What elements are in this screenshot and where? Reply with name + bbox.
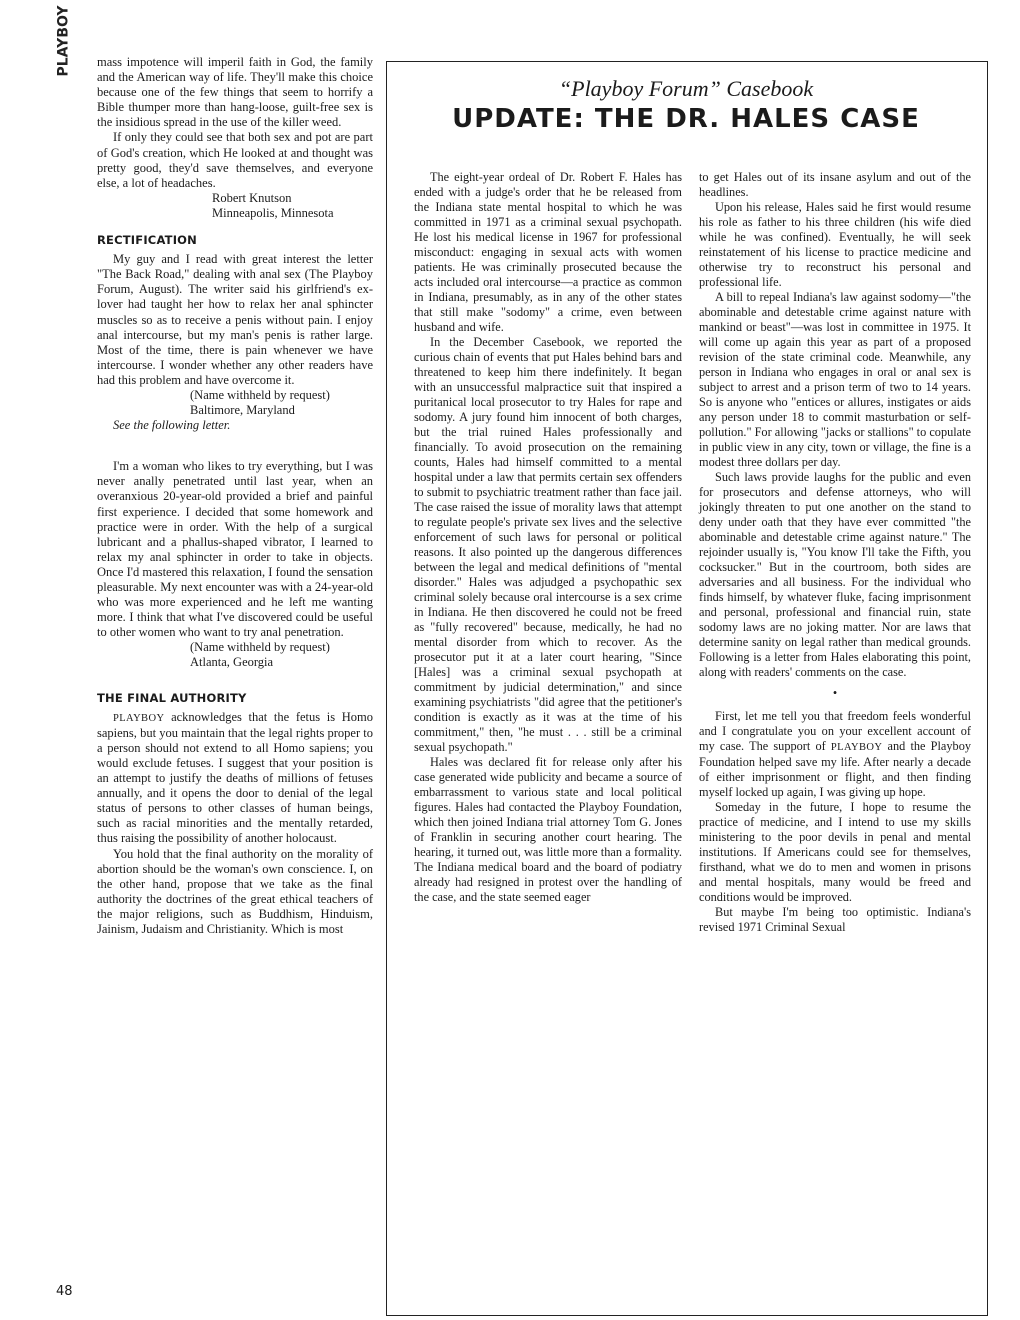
page-number: 48	[56, 1284, 73, 1299]
casebook-column-1	[414, 170, 682, 905]
section-bullet: •	[832, 686, 838, 700]
paragraph	[699, 709, 971, 800]
smallcaps-lead: PLAYBOY	[113, 712, 165, 724]
casebook-headline: UPDATE: THE DR. HALES CASE	[452, 104, 920, 134]
paragraph: Hales was declared fit for release only after his case generated wide publicity and became a source of embarrassment to various state and local political figures. Hales had contacted the Playboy Foundation, which then joined Indiana trial attorney Tom G. Jones of Franklin in securing another court hearing. The hearing, it turned out, was little more than a formality. The Indiana medical board and the board of podiatry already had resigned in protest over the handling of the case, and the state seemed eager	[414, 755, 682, 904]
paragraph: Someday in the future, I hope to resume the practice of medicine, and I intend to use my skills ministering to the poor devils in penal and mental institutions. If Americans could see for themselves, firsthand, what we do to men and women in prisons and mental hospitals, many would be freed and conditions would be improved.	[699, 800, 971, 904]
section-heading: RECTIFICATION	[97, 233, 197, 248]
casebook-column-2	[699, 170, 971, 935]
paragraph: mass impotence will imperil faith in God, the family and the American way of life. They'll make this choice because one of the few things that seem to horrify a Bible thumper more than hang-loose, guilt-free sex is the insidious spread in the use of the killer weed.	[97, 55, 373, 130]
paragraph	[97, 710, 373, 847]
signature-place: Minneapolis, Minnesota	[212, 205, 334, 220]
signature-name: (Name withheld by request)	[190, 387, 330, 402]
magazine-logo-vertical: PLAYBOY	[55, 5, 72, 77]
paragraph: to get Hales out of its insane asylum and out of the headlines.	[699, 170, 971, 199]
paragraph: You hold that the final authority on the morality of abortion should be the woman's own conscience. I, on the other hand, propose that we take as the final authority the doctrines of the great ethical teachers of the major religions, such as Buddhism, Hinduism, Jainism, Judaism and Christianity. Which is most	[97, 846, 373, 936]
paragraph: If only they could see that both sex and pot are part of God's creation, which He looked at and thought was pretty good, they'd save themselves, and everyone else, a lot of headaches.	[97, 130, 373, 190]
left-column	[97, 55, 373, 937]
paragraph: The eight-year ordeal of Dr. Robert F. Hales has ended with a judge's order that he be released from the Indiana state mental hospital to which he was committed in 1971 as a criminal sexual psychopath. He lost his medical license in 1967 for professional misconduct: engaging in sexual acts with women patients. He was criminally prosecuted because the acts included oral intercourse—a practice as common in Indiana, presumably, as in any of the other states that still make "sodomy" a crime, even between husband and wife.	[414, 170, 682, 334]
paragraph: Such laws provide laughs for the public and even for prosecutors and defense attorneys, who will jokingly threaten to put one another on the stand to deny under oath that they have ever committed "the abominable and detestable crime against nature." The rejoinder usually is, "You know I'll take the Fifth, you cocksucker." But in the courtroom, both sides are adversaries and all business. For the individual who finds himself, by whatever fluke, facing imprisonment and personal, professional and financial ruin, state sodomy laws are no joking matter. Nor are laws that determine sanity on legal rather than medical grounds. Following is a letter from Hales elaborating this point, along with readers' comments on the case.	[699, 470, 971, 679]
paragraph: My guy and I read with great interest the letter "The Back Road," dealing with anal sex (The Playboy Forum, August). The writer said his girlfriend's ex-lover had taught her how to relax her anal sphincter muscles so as to receive a penis without pain. I enjoy anal intercourse, but my man's penis is rather large. Most of the time, there is pain whenever we have intercourse. I wonder whether any other readers have had this problem and have overcome it.	[97, 252, 373, 387]
signature-place: Baltimore, Maryland	[190, 403, 295, 418]
paragraph-text: acknowledges that the fetus is Homo sapiens, but you maintain that the legal rights proper to a person should not extend to all Homo sapiens; you would exclude fetuses. I suggest that your position is an attempt to justify the deaths of millions of fetuses annually, and it opens the door to denial of the legal status of persons to other classes of human beings, such as racial minorities and the mentally retarded, thus raising the possibility of another holocaust.	[97, 709, 373, 846]
signature-place: Atlanta, Georgia	[190, 655, 274, 670]
paragraph: Upon his release, Hales said he first would resume his role as father to his three children (his wife died while he was confined). Eventually, he will seek reinstatement of his license to practice medicine and otherwise try to reconstruct his personal and professional life.	[699, 200, 971, 289]
paragraph: In the December Casebook, we reported the curious chain of events that put Hales behind bars and threatened to keep him there indefinitely. It began with an unsuccessful malpractice suit that inspired a puritanical local prosecutor to try Hales for rape and sodomy. A jury found him innocent of both charges, but the trial ruined Hales professionally and financially. To avoid prosecution on the remaining counts, Hales had himself committed to a mental hospital under a law that permits certain sex offenders to submit to psychiatric treatment rather than face jail. The case raised the issue of morality laws that attempt to regulate people's private sex lives and the selective enforcement of such laws for personal or political reasons. It also pointed up the dangerous differences between the legal and medical definitions of "mental disorder." Hales was adjudged a psychopathic sex criminal solely because oral intercourse is a sex crime in Indiana. He then discovered he could not be freed as "fully recovered" because, medically, he had no mental disorder from which to recover. As the prosecutor put it at a later court hearing, "Since [Hales] was a criminal sexual psychopath at commitment by judicial determination," and since examining psychiatrists "did agree that the petitioner's condition is exactly as it was at the time of his commitment," then, "he must . . . still be a criminal sexual psychopath."	[414, 335, 682, 754]
paragraph-text: First, let me tell you that freedom feels wonderful and I congratulate you on your excellent account of my case. The support of	[699, 709, 971, 753]
casebook-kicker: “Playboy Forum” Casebook	[558, 76, 814, 101]
editor-note: See the following letter.	[113, 418, 231, 433]
smallcaps-word: PLAYBOY	[830, 742, 883, 753]
paragraph: A bill to repeal Indiana's law against sodomy—"the abominable and detestable crime against nature with mankind or beast"—was lost in committee in 1975. It will come up again this year as part of a proposed revision of the state criminal code. Meanwhile, any person in Indiana who engages in oral or anal sex is subject to arrest and a prison term of two to 14 years. So is anyone who "entices or allures, instigates or aids any person under 18 to commit masturbation or self-pollution." For allowing "jacks or stallions" to copulate in public view in any city, town or village, the fine is a modest three dollars per day.	[699, 290, 971, 469]
paragraph: But maybe I'm being too optimistic. Indiana's revised 1971 Criminal Sexual	[699, 905, 971, 934]
signature-name: (Name withheld by request)	[190, 640, 330, 655]
paragraph-text: and the Playboy Foundation helped save my life. After nearly a decade of either imprisonment or flight, and then finding myself locked up again, I was giving up hope.	[699, 739, 971, 799]
signature-name: Robert Knutson	[212, 190, 292, 205]
paragraph: I'm a woman who likes to try everything, but I was never anally penetrated until last year, when an overanxious 20-year-old provided a brief and painful first experience. I decided that some homework and practice were in order. With the help of a surgical lubricant and a phallus-shaped vibrator, I learned to relax my anal sphincter in order to take in objects. Once I'd mastered this relaxation, I found the sensation pleasurable. My next encounter was with a 24-year-old who was more experienced and he left me wanting more. I think that what I've discovered could be useful to other women who want to try anal penetration.	[97, 459, 373, 640]
section-heading: THE FINAL AUTHORITY	[97, 690, 247, 705]
